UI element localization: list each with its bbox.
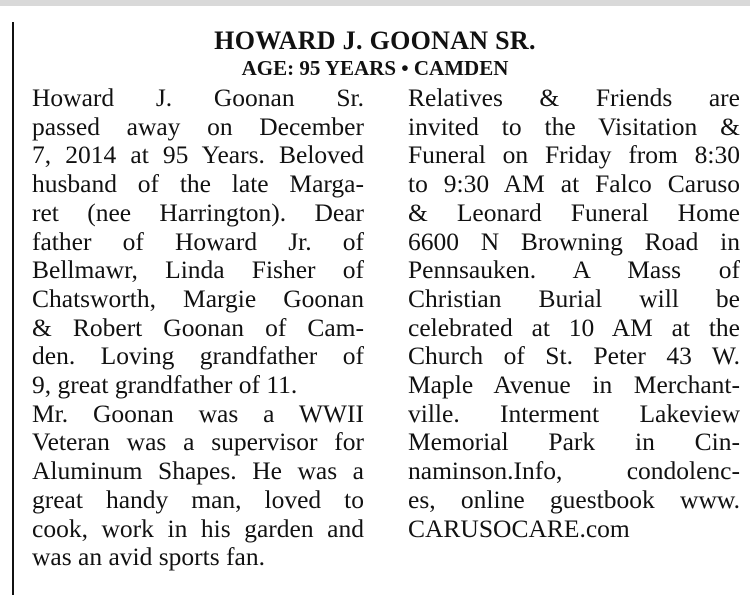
text-line: great handy man, loved to [32, 484, 364, 514]
top-border-strip [0, 0, 750, 6]
text-line: den. Loving grandfather of [32, 341, 364, 371]
text-line: Aluminum Shapes. He was a [32, 456, 364, 486]
text-line: celebrated at 10 AM at the [408, 312, 740, 342]
text-line: Pennsauken. A Mass of [408, 255, 740, 285]
text-line: Church of St. Peter 43 W. [408, 341, 740, 371]
text-line: Veteran was a supervisor for [32, 427, 364, 457]
text-line: 7, 2014 at 95 Years. Beloved [32, 140, 364, 170]
text-line: father of Howard Jr. of [32, 226, 364, 256]
text-line: passed away on December [32, 111, 364, 141]
text-line: ville. Interment Lakeview [408, 398, 740, 428]
obituary-title: HOWARD J. GOONAN SR. [214, 26, 536, 55]
text-line: Funeral on Friday from 8:30 [408, 140, 740, 170]
text-line: Chatsworth, Margie Goonan [32, 283, 364, 313]
text-line: es, online guestbook www. [408, 484, 740, 514]
text-line: Memorial Park in Cin- [408, 427, 740, 457]
text-line: Christian Burial will be [408, 283, 740, 313]
text-line: Relatives & Friends are [408, 83, 740, 112]
text-line: Howard J. Goonan Sr. [32, 83, 364, 112]
left-paragraph-2 [16, 400, 364, 572]
left-column [16, 84, 364, 572]
text-line: 9, great grandfather of 11. [32, 370, 298, 400]
text-line: invited to the Visitation & [408, 111, 740, 141]
right-column [392, 84, 740, 543]
text-line: was an avid sports fan. [32, 542, 265, 572]
text-line: cook, work in his garden and [32, 513, 364, 543]
text-line: Maple Avenue in Merchant- [408, 370, 740, 400]
left-paragraph-1 [16, 84, 364, 400]
text-line: & Robert Goonan of Cam- [32, 312, 364, 342]
obituary-subtitle: AGE: 95 YEARS • CAMDEN [241, 56, 509, 80]
text-line: husband of the late Marga- [32, 169, 364, 199]
text-line: naminson.Info, condolenc- [408, 456, 740, 486]
right-paragraph-1 [392, 84, 740, 543]
text-line: ret (nee Harrington). Dear [32, 197, 364, 227]
text-line: Mr. Goonan was a WWII [32, 398, 364, 428]
text-line: Bellmawr, Linda Fisher of [32, 255, 364, 285]
text-line: & Leonard Funeral Home [408, 197, 740, 227]
column-rule-left [12, 22, 14, 595]
text-line: 6600 N Browning Road in [408, 226, 740, 256]
website-link-text: CARUSOCARE.com [408, 513, 630, 543]
text-line: to 9:30 AM at Falco Caruso [408, 169, 740, 199]
